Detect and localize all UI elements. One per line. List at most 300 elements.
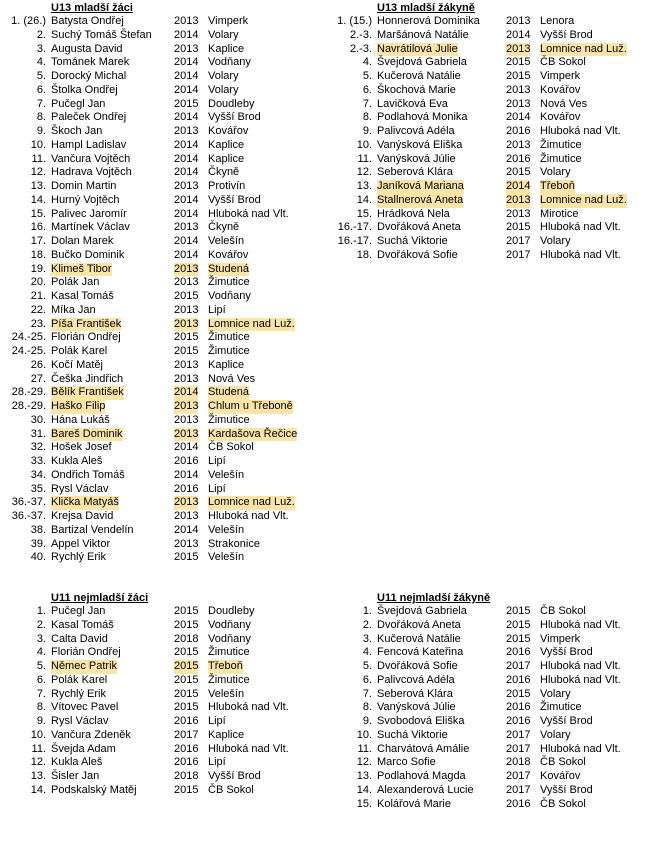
result-row: [4, 605, 324, 619]
result-row: [330, 153, 665, 167]
year-cell: 2013: [174, 42, 199, 55]
club-cell: Kaplice: [208, 138, 245, 151]
year-cell: 2015: [174, 660, 199, 672]
club-cell: Velešín: [208, 551, 245, 564]
year-cell: 2013: [506, 83, 531, 96]
club-cell: Kardašova Řečice: [208, 427, 298, 440]
year-cell: 2017: [506, 728, 531, 741]
result-row: [4, 15, 324, 29]
club-cell: Lomnice nad Luž.: [208, 317, 295, 330]
result-row: [4, 646, 324, 660]
result-row: [4, 551, 324, 565]
club-cell: Hluboká nad Vlt.: [540, 618, 621, 631]
rank-cell: 14.: [30, 783, 46, 796]
result-row: [330, 633, 665, 647]
rank-cell: 1. (15.): [337, 15, 372, 27]
name-cell: Klička Matyáš: [51, 496, 119, 509]
rank-cell: 4.: [36, 56, 46, 69]
club-cell: Žimutice: [208, 276, 250, 289]
result-row: [4, 524, 324, 538]
club-cell: Velešín: [208, 468, 245, 481]
club-cell: Žimutice: [208, 413, 250, 426]
rank-cell: 7.: [362, 97, 372, 110]
rank-cell: 12.: [30, 166, 46, 179]
result-row: [330, 743, 665, 757]
rank-cell: 10.: [356, 138, 372, 151]
name-cell: Dorocký Michal: [51, 70, 127, 82]
club-cell: Hluboká nad Vlt.: [540, 660, 621, 672]
year-cell: 2014: [174, 138, 199, 151]
rank-cell: 11.: [31, 152, 46, 165]
rank-cell: 1.: [362, 605, 372, 617]
year-cell: 2013: [174, 372, 199, 385]
rank-cell: 7.: [362, 687, 372, 700]
year-cell: 2013: [506, 42, 531, 55]
year-cell: 2013: [174, 276, 199, 289]
rank-cell: 23.: [30, 317, 46, 330]
result-row: [4, 538, 324, 552]
year-cell: 2015: [506, 56, 531, 69]
name-cell: Suchá Viktorie: [377, 728, 448, 741]
rank-cell: 15.: [356, 797, 372, 810]
club-cell: Volary: [540, 728, 571, 741]
name-cell: Charvátová Amálie: [377, 742, 470, 755]
rank-cell: 16.-17.: [337, 235, 372, 247]
year-cell: 2016: [506, 152, 531, 165]
result-row: [330, 235, 665, 249]
result-row: [330, 660, 665, 674]
name-cell: Palivcová Adéla: [377, 125, 455, 137]
result-row: [4, 139, 324, 153]
u13-girls-rows: [330, 15, 665, 263]
rank-cell: 5.: [362, 70, 372, 82]
year-cell: 2013: [174, 180, 199, 192]
club-cell: Volary: [540, 166, 571, 179]
result-row: [330, 15, 665, 29]
name-cell: Hána Lukáš: [51, 413, 110, 426]
rank-cell: 22.: [30, 303, 46, 316]
rank-cell: 6.: [362, 83, 372, 96]
result-row: [330, 194, 665, 208]
club-cell: ČB Sokol: [540, 56, 586, 69]
rank-cell: 20.: [30, 276, 46, 289]
year-cell: 2014: [174, 166, 199, 179]
name-cell: Kočí Matěj: [51, 358, 103, 371]
name-cell: Míka Jan: [51, 303, 96, 316]
club-cell: Vimperk: [540, 632, 581, 645]
result-row: [330, 125, 665, 139]
rank-cell: 39.: [30, 537, 46, 550]
club-cell: Lipí: [208, 756, 226, 769]
name-cell: Bělík František: [51, 386, 124, 399]
rank-cell: 11.: [31, 742, 46, 755]
name-cell: Pučegl Jan: [51, 605, 106, 617]
name-cell: Stallnerová Aneta: [377, 193, 464, 206]
club-cell: Vimperk: [540, 70, 581, 82]
club-cell: Lipí: [208, 303, 226, 316]
result-row: [4, 756, 324, 770]
result-row: [4, 208, 324, 222]
name-cell: Palivcová Adéla: [377, 673, 455, 686]
year-cell: 2013: [506, 138, 531, 151]
rank-cell: 2.: [362, 618, 372, 631]
year-cell: 2016: [506, 646, 531, 659]
name-cell: Rysl Václav: [51, 482, 109, 495]
name-cell: Švejdová Gabriela: [377, 56, 467, 69]
year-cell: 2015: [506, 70, 531, 82]
name-cell: Kasal Tomáš: [51, 618, 114, 631]
club-cell: Velešín: [208, 235, 245, 247]
rank-cell: 8.: [362, 111, 372, 124]
name-cell: Dvořáková Sofie: [377, 248, 458, 261]
year-cell: 2018: [506, 756, 531, 769]
year-cell: 2015: [174, 646, 199, 659]
club-cell: ČB Sokol: [540, 605, 586, 617]
result-row: [4, 98, 324, 112]
club-cell: Vodňany: [208, 290, 251, 302]
club-cell: Volary: [540, 687, 571, 700]
result-row: [330, 56, 665, 70]
club-cell: Vyšší Brod: [208, 770, 261, 782]
result-row: [4, 345, 324, 359]
year-cell: 2013: [174, 510, 199, 522]
year-cell: 2015: [174, 701, 199, 714]
result-row: [4, 496, 324, 510]
u13-boys-rows: [4, 15, 324, 565]
name-cell: Němec Patrik: [51, 660, 118, 672]
rank-cell: 9.: [362, 125, 372, 137]
result-row: [330, 221, 665, 235]
rank-cell: 11.: [357, 742, 372, 755]
club-cell: ČB Sokol: [540, 756, 586, 769]
rank-cell: 15.: [30, 207, 46, 220]
name-cell: Vanýsková Júlie: [377, 152, 456, 165]
result-row: [4, 660, 324, 674]
result-row: [330, 43, 665, 57]
year-cell: 2015: [174, 551, 199, 564]
rank-cell: 30.: [30, 413, 46, 426]
club-cell: Třeboň: [540, 180, 575, 192]
rank-cell: 24.-25.: [11, 345, 46, 357]
result-row: [4, 29, 324, 43]
club-cell: Hluboká nad Vlt.: [208, 207, 289, 220]
result-row: [4, 263, 324, 277]
rank-cell: 14.: [356, 193, 372, 206]
result-row: [4, 619, 324, 633]
result-row: [4, 359, 324, 373]
year-cell: 2015: [174, 783, 199, 796]
result-row: [4, 235, 324, 249]
rank-cell: 13.: [30, 770, 46, 782]
result-row: [330, 249, 665, 263]
club-cell: Mirotice: [540, 207, 579, 220]
club-cell: Žimutice: [208, 646, 250, 659]
u11-boys-title: U11 nejmladší žáci: [51, 592, 149, 604]
rank-cell: 13.: [30, 180, 46, 192]
name-cell: Suchý Tomáš Štefan: [51, 28, 152, 41]
result-row: [4, 428, 324, 442]
club-cell: Čkyně: [208, 166, 240, 179]
rank-cell: 7.: [36, 687, 46, 700]
result-row: [4, 304, 324, 318]
name-cell: Kukla Aleš: [51, 756, 103, 769]
club-cell: Vyšší Brod: [540, 783, 593, 796]
year-cell: 2013: [174, 358, 199, 371]
rank-cell: 15.: [356, 207, 372, 220]
result-row: [330, 180, 665, 194]
club-cell: Studená: [208, 386, 249, 399]
rank-cell: 31.: [30, 427, 46, 440]
result-row: [4, 483, 324, 497]
year-cell: 2014: [506, 111, 531, 124]
name-cell: Fencová Kateřina: [377, 646, 464, 659]
name-cell: Palivec Jaromír: [51, 207, 127, 220]
year-cell: 2017: [506, 783, 531, 796]
rank-cell: 40.: [30, 551, 46, 564]
name-cell: Šisler Jan: [51, 770, 100, 782]
year-cell: 2015: [506, 618, 531, 631]
result-row: [330, 139, 665, 153]
name-cell: Kukla Aleš: [51, 455, 103, 467]
result-row: [4, 153, 324, 167]
rank-cell: 12.: [356, 166, 372, 179]
club-cell: Čkyně: [208, 221, 240, 234]
result-row: [330, 756, 665, 770]
year-cell: 2018: [174, 770, 199, 782]
result-row: [330, 798, 665, 812]
name-cell: Škochová Marie: [377, 83, 456, 96]
club-cell: Vyšší Brod: [208, 193, 261, 206]
year-cell: 2014: [174, 70, 199, 82]
result-row: [4, 56, 324, 70]
name-cell: Hrádková Nela: [377, 207, 450, 220]
year-cell: 2013: [174, 317, 199, 330]
name-cell: Švejda Adam: [51, 742, 116, 755]
name-cell: Dolan Marek: [51, 235, 114, 247]
result-row: [330, 98, 665, 112]
rank-cell: 8.: [36, 701, 46, 714]
rank-cell: 4.: [362, 646, 372, 659]
year-cell: 2015: [506, 221, 531, 234]
result-row: [4, 111, 324, 125]
year-cell: 2013: [174, 537, 199, 550]
club-cell: Vyšší Brod: [540, 28, 593, 41]
name-cell: Florián Ondřej: [51, 646, 121, 659]
result-row: [4, 688, 324, 702]
result-row: [330, 784, 665, 798]
rank-cell: 27.: [30, 372, 46, 385]
year-cell: 2016: [506, 673, 531, 686]
year-cell: 2016: [174, 455, 199, 467]
club-cell: Hluboká nad Vlt.: [208, 701, 289, 714]
club-cell: Volary: [208, 70, 239, 82]
result-row: [4, 125, 324, 139]
rank-cell: 17.: [30, 235, 46, 247]
club-cell: Vyšší Brod: [540, 715, 593, 727]
result-row: [4, 290, 324, 304]
name-cell: Vanýsková Júlie: [377, 701, 456, 714]
name-cell: Pučegl Jan: [51, 97, 106, 110]
name-cell: Kolářová Marie: [377, 797, 451, 810]
club-cell: Volary: [540, 235, 571, 247]
club-cell: Kovářov: [540, 770, 581, 782]
rank-cell: 21.: [30, 290, 46, 302]
club-cell: ČB Sokol: [540, 797, 586, 810]
name-cell: Hadrava Vojtěch: [51, 166, 132, 179]
rank-cell: 5.: [362, 660, 372, 672]
result-row: [330, 166, 665, 180]
club-cell: ČB Sokol: [208, 783, 254, 796]
club-cell: Lipí: [208, 455, 226, 467]
rank-cell: 10.: [30, 728, 46, 741]
rank-cell: 13.: [356, 180, 372, 192]
year-cell: 2015: [174, 673, 199, 686]
club-cell: Kovářov: [540, 111, 581, 124]
club-cell: Lipí: [208, 715, 226, 727]
year-cell: 2013: [174, 262, 199, 275]
club-cell: Hluboká nad Vlt.: [540, 221, 621, 234]
result-row: [4, 221, 324, 235]
name-cell: Calta David: [51, 632, 108, 645]
club-cell: Vimperk: [208, 15, 249, 27]
club-cell: Nová Ves: [208, 372, 256, 385]
name-cell: Kasal Tomáš: [51, 290, 114, 302]
year-cell: 2014: [174, 28, 199, 41]
year-cell: 2015: [174, 290, 199, 302]
result-row: [330, 715, 665, 729]
year-cell: 2015: [506, 687, 531, 700]
result-row: [4, 331, 324, 345]
name-cell: Polák Jan: [51, 276, 100, 289]
name-cell: Dvořáková Aneta: [377, 618, 461, 631]
rank-cell: 19.: [30, 262, 46, 275]
rank-cell: 5.: [36, 70, 46, 82]
name-cell: Češka Jindřich: [51, 372, 124, 385]
rank-cell: 6.: [36, 83, 46, 96]
year-cell: 2013: [174, 221, 199, 234]
year-cell: 2014: [174, 193, 199, 206]
result-row: [4, 715, 324, 729]
rank-cell: 26.: [30, 358, 46, 371]
year-cell: 2013: [506, 97, 531, 110]
club-cell: Protivín: [208, 180, 246, 192]
rank-cell: 28.-29.: [11, 400, 46, 412]
year-cell: 2015: [506, 166, 531, 179]
club-cell: Vodňany: [208, 56, 251, 69]
year-cell: 2016: [174, 756, 199, 769]
name-cell: Štolka Ondřej: [51, 83, 118, 96]
year-cell: 2016: [506, 797, 531, 810]
club-cell: Hluboká nad Vlt.: [540, 673, 621, 686]
name-cell: Vančura Zdeněk: [51, 728, 131, 741]
club-cell: Vodňany: [208, 632, 251, 645]
name-cell: Bučko Dominik: [51, 248, 125, 261]
name-cell: Dvořáková Aneta: [377, 221, 461, 234]
rank-cell: 1. (26.): [11, 15, 46, 27]
result-row: [4, 70, 324, 84]
year-cell: 2013: [174, 125, 199, 137]
year-cell: 2014: [174, 56, 199, 69]
result-row: [4, 784, 324, 798]
club-cell: Žimutice: [540, 701, 582, 714]
u13-girls-title: U13 mladší žákyně: [377, 2, 475, 14]
name-cell: Batysta Ondřej: [51, 15, 124, 27]
u11-boys-rows: [4, 605, 324, 798]
result-row: [4, 276, 324, 290]
result-row: [330, 605, 665, 619]
club-cell: ČB Sokol: [208, 441, 254, 454]
result-row: [330, 729, 665, 743]
rank-cell: 16.-17.: [337, 221, 372, 234]
name-cell: Píša František: [51, 317, 122, 330]
rank-cell: 32.: [30, 441, 46, 454]
club-cell: Velešín: [208, 687, 245, 700]
rank-cell: 2.: [36, 618, 46, 631]
year-cell: 2014: [506, 180, 531, 192]
result-row: [330, 646, 665, 660]
club-cell: Lomnice nad Luž.: [540, 193, 627, 206]
club-cell: Žimutice: [208, 345, 250, 357]
club-cell: Hluboká nad Vlt.: [540, 248, 621, 261]
year-cell: 2017: [506, 742, 531, 755]
result-row: [4, 469, 324, 483]
club-cell: Lomnice nad Luž.: [208, 496, 295, 509]
year-cell: 2015: [174, 687, 199, 700]
result-row: [330, 208, 665, 222]
name-cell: Vančura Vojtěch: [51, 152, 131, 165]
rank-cell: 33.: [30, 455, 46, 467]
year-cell: 2014: [174, 83, 199, 96]
result-row: [4, 43, 324, 57]
rank-cell: 35.: [30, 482, 46, 495]
name-cell: Florián Ondřej: [51, 331, 121, 344]
rank-cell: 18.: [30, 248, 46, 261]
rank-cell: 10.: [30, 138, 46, 151]
rank-cell: 36.-37.: [11, 510, 46, 522]
club-cell: Žimutice: [540, 138, 582, 151]
name-cell: Kučerová Natálie: [377, 70, 461, 82]
result-row: [4, 414, 324, 428]
name-cell: Appel Viktor: [51, 537, 111, 550]
club-cell: Žimutice: [208, 673, 250, 686]
year-cell: 2016: [174, 742, 199, 755]
name-cell: Bartizal Vendelín: [51, 523, 134, 536]
rank-cell: 6.: [362, 673, 372, 686]
name-cell: Maršánová Natálie: [377, 28, 469, 41]
club-cell: Kovářov: [208, 248, 249, 261]
club-cell: Třeboň: [208, 660, 243, 672]
result-row: [4, 373, 324, 387]
result-row: [4, 318, 324, 332]
name-cell: Hurný Vojtěch: [51, 193, 120, 206]
year-cell: 2013: [506, 207, 531, 220]
year-cell: 2017: [506, 770, 531, 782]
rank-cell: 7.: [36, 97, 46, 110]
name-cell: Tománek Marek: [51, 56, 130, 69]
year-cell: 2015: [506, 605, 531, 617]
year-cell: 2015: [174, 331, 199, 344]
name-cell: Janíková Mariana: [377, 180, 464, 192]
rank-cell: 2.: [36, 28, 46, 41]
result-row: [4, 400, 324, 414]
year-cell: 2018: [174, 632, 199, 645]
rank-cell: 38.: [30, 523, 46, 536]
year-cell: 2014: [174, 152, 199, 165]
club-cell: Vyšší Brod: [208, 111, 261, 124]
year-cell: 2017: [506, 660, 531, 672]
name-cell: Seberová Klára: [377, 166, 453, 179]
year-cell: 2013: [174, 496, 199, 509]
